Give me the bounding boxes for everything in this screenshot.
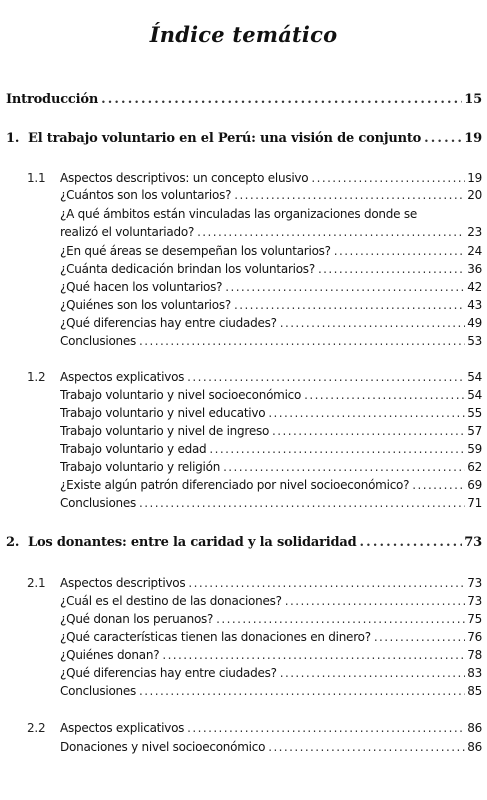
toc-page-number: 24: [467, 244, 482, 258]
toc-page-number: 23: [467, 225, 482, 239]
toc-item[interactable]: [60, 406, 482, 423]
toc-item[interactable]: [60, 684, 482, 701]
toc-page-number: 57: [467, 424, 482, 438]
toc-item[interactable]: [60, 630, 482, 647]
toc-entry-label: Aspectos descriptivos: [60, 576, 186, 590]
toc-page-number: 73: [467, 594, 482, 608]
toc-leader: [268, 406, 465, 420]
section-number: 2.1: [27, 576, 46, 590]
toc-entry-label: realizó el voluntariado?: [60, 225, 195, 239]
toc-leader: [187, 370, 465, 384]
toc-leader: [162, 648, 465, 662]
toc-entry-label: Introducción: [6, 92, 99, 107]
toc-item[interactable]: [60, 388, 482, 405]
toc-item[interactable]: [60, 740, 482, 757]
toc-item[interactable]: [60, 496, 482, 513]
toc-page-number: 78: [467, 648, 482, 662]
toc-entry-label: Conclusiones: [60, 684, 137, 698]
toc-item[interactable]: [60, 666, 482, 683]
toc-page-number: 73: [464, 535, 482, 550]
toc-leader: [225, 280, 465, 294]
toc-leader: [360, 535, 463, 550]
toc-page-number: 86: [467, 740, 482, 754]
toc-item[interactable]: [60, 298, 482, 315]
toc-leader: [280, 316, 465, 330]
toc-leader: [139, 684, 465, 698]
toc-item[interactable]: [60, 424, 482, 441]
section-number: 1.2: [27, 370, 46, 384]
section-number: 1.1: [27, 171, 46, 185]
toc-leader: [234, 298, 465, 312]
toc-leader: [374, 630, 465, 644]
toc-page-number: 75: [467, 612, 482, 626]
toc-item[interactable]: [60, 225, 482, 242]
toc-page-number: 43: [467, 298, 482, 312]
toc-entry-label: Trabajo voluntario y edad: [60, 442, 207, 456]
toc-leader: [412, 478, 465, 492]
toc-entry-label: Conclusiones: [60, 334, 137, 348]
section-number: 2.2: [27, 721, 46, 735]
toc-leader: [188, 576, 465, 590]
toc-item[interactable]: [60, 648, 482, 665]
toc-entry-label: Aspectos explicativos: [60, 370, 185, 384]
toc-item[interactable]: [60, 460, 482, 477]
toc-entry-label: Trabajo voluntario y nivel socioeconómico: [60, 388, 302, 402]
toc-leader: [318, 262, 465, 276]
toc-page-number: 19: [467, 171, 482, 185]
toc-entry-label: ¿Existe algún patrón diferenciado por nivel socioeconómico?: [60, 478, 410, 492]
chapter-number: 1.: [6, 131, 20, 146]
toc-page-number: 36: [467, 262, 482, 276]
toc-leader: [139, 334, 465, 348]
toc-leader: [209, 442, 465, 456]
toc-item-wrapped-text: ¿A qué ámbitos están vinculadas las organizaciones donde se: [60, 207, 417, 221]
toc-item[interactable]: [60, 478, 482, 495]
toc-item[interactable]: [60, 280, 482, 297]
toc-chapter-2[interactable]: [6, 535, 482, 552]
toc-page-number: 19: [464, 131, 482, 146]
toc-entry-label: ¿Cuánta dedicación brindan los voluntarios?: [60, 262, 315, 276]
toc-page-number: 85: [467, 684, 482, 698]
toc-item[interactable]: [60, 262, 482, 279]
toc-section-1-2[interactable]: [27, 370, 482, 387]
toc-leader: [187, 721, 465, 735]
toc-entry-label: ¿Qué diferencias hay entre ciudades?: [60, 666, 277, 680]
toc-entry-label: ¿Qué características tienen las donaciones en dinero?: [60, 630, 371, 644]
toc-page-number: 54: [467, 370, 482, 384]
toc-page-number: 76: [467, 630, 482, 644]
toc-leader: [285, 594, 465, 608]
toc-leader: [223, 460, 465, 474]
toc-entry-introduccion[interactable]: [6, 92, 482, 109]
toc-entry-label: ¿Qué hacen los voluntarios?: [60, 280, 223, 294]
toc-page-number: 69: [467, 478, 482, 492]
toc-page-number: 53: [467, 334, 482, 348]
toc-item[interactable]: [60, 612, 482, 629]
page-title: Índice temático: [149, 22, 338, 47]
toc-entry-label: ¿Cuántos son los voluntarios?: [60, 188, 232, 202]
toc-page-number: 54: [467, 388, 482, 402]
toc-entry-label: Los donantes: entre la caridad y la solidaridad: [28, 535, 357, 550]
toc-entry-label: ¿En qué áreas se desempeñan los voluntarios?: [60, 244, 331, 258]
toc-entry-label: Conclusiones: [60, 496, 137, 510]
toc-section-2-2[interactable]: [27, 721, 482, 738]
toc-item[interactable]: [60, 442, 482, 459]
toc-chapter-1[interactable]: [6, 131, 482, 148]
toc-leader: [139, 496, 465, 510]
toc-leader: [268, 740, 465, 754]
toc-page-number: 62: [467, 460, 482, 474]
chapter-number: 2.: [6, 535, 20, 550]
toc-leader: [424, 131, 462, 146]
toc-page-number: 59: [467, 442, 482, 456]
toc-item[interactable]: [60, 188, 482, 205]
toc-leader: [197, 225, 465, 239]
toc-entry-label: ¿Qué donan los peruanos?: [60, 612, 214, 626]
toc-entry-label: Aspectos explicativos: [60, 721, 185, 735]
toc-page-number: 49: [467, 316, 482, 330]
toc-section-1-1[interactable]: [27, 171, 482, 188]
toc-entry-label: Trabajo voluntario y religión: [60, 460, 221, 474]
toc-leader: [272, 424, 465, 438]
toc-page-number: 20: [467, 188, 482, 202]
toc-leader: [101, 92, 462, 107]
toc-page-number: 73: [467, 576, 482, 590]
toc-leader: [216, 612, 465, 626]
toc-entry-label: Trabajo voluntario y nivel de ingreso: [60, 424, 270, 438]
toc-leader: [304, 388, 465, 402]
toc-page-number: 83: [467, 666, 482, 680]
toc-page-number: 15: [464, 92, 482, 107]
toc-entry-label: ¿Quiénes donan?: [60, 648, 160, 662]
toc-entry-label: El trabajo voluntario en el Perú: una visión de conjunto: [28, 131, 422, 146]
toc-item[interactable]: [60, 334, 482, 351]
toc-entry-label: ¿Qué diferencias hay entre ciudades?: [60, 316, 277, 330]
toc-leader: [280, 666, 465, 680]
toc-entry-label: ¿Cuál es el destino de las donaciones?: [60, 594, 282, 608]
toc-entry-label: Trabajo voluntario y nivel educativo: [60, 406, 266, 420]
toc-entry-label: ¿Quiénes son los voluntarios?: [60, 298, 231, 312]
toc-page-number: 86: [467, 721, 482, 735]
toc-entry-label: Donaciones y nivel socioeconómico: [60, 740, 266, 754]
toc-page-number: 55: [467, 406, 482, 420]
toc-leader: [334, 244, 465, 258]
toc-page-number: 42: [467, 280, 482, 294]
toc-item[interactable]: [60, 244, 482, 261]
toc-section-2-1[interactable]: [27, 576, 482, 593]
toc-item[interactable]: [60, 316, 482, 333]
toc-entry-label: Aspectos descriptivos: un concepto elusivo: [60, 171, 309, 185]
toc-leader: [311, 171, 465, 185]
toc-page-number: 71: [467, 496, 482, 510]
toc-leader: [234, 188, 465, 202]
toc-item[interactable]: [60, 594, 482, 611]
